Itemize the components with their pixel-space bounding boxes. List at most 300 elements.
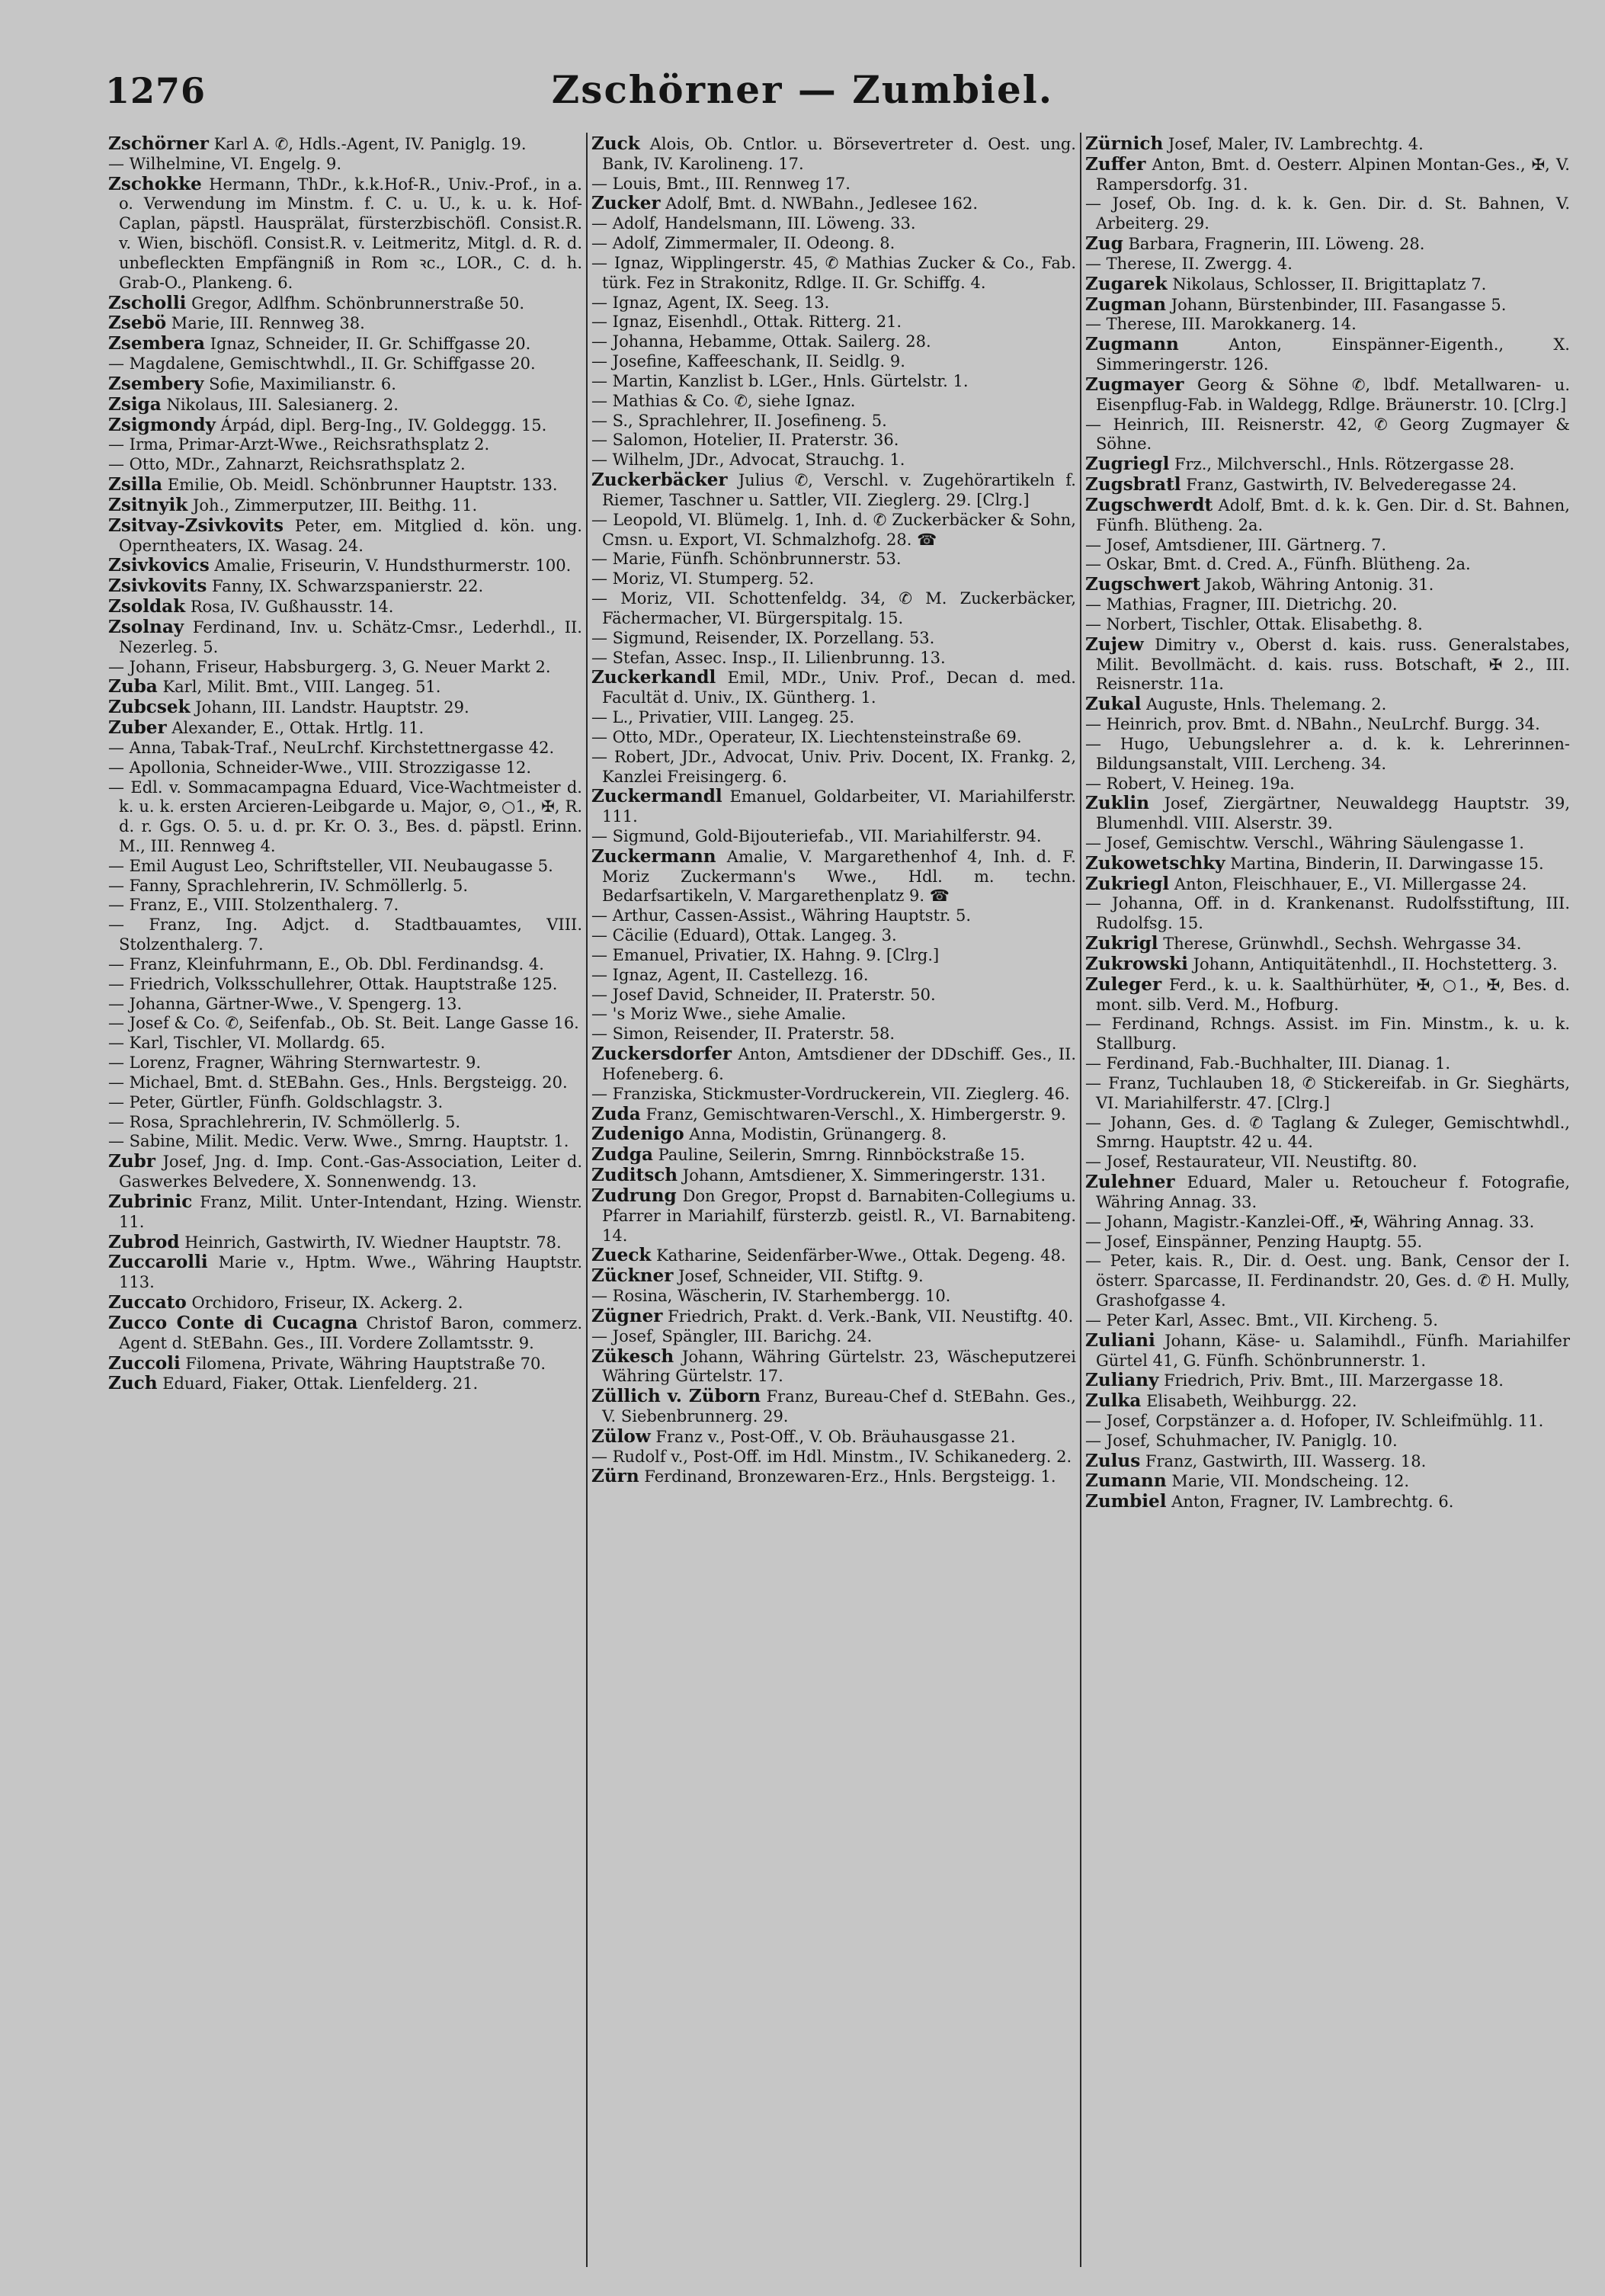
entry-text: — Ignaz, Wipplingerstr. 45, ✆ Mathias Zucker & Co., Fab. türk. Fez in Strakonitz, Rdlge. II. Gr. Schiffg. 4. — [591, 253, 1076, 292]
directory-entry — [1085, 1371, 1570, 1391]
directory-entry — [108, 677, 582, 697]
directory-entry — [591, 708, 1076, 728]
entry-text: Johann, III. Landstr. Hauptstr. 29. — [195, 698, 469, 717]
entry-text: — S., Sprachlehrer, II. Josefineng. 5. — [591, 411, 887, 430]
entry-surname: Zueck — [591, 1245, 652, 1266]
directory-entry — [108, 1014, 582, 1034]
directory-entry — [591, 1025, 1076, 1044]
directory-entry — [591, 1287, 1076, 1307]
entry-text: — Johanna, Gärtner-Wwe., V. Spengerg. 13. — [108, 994, 463, 1013]
entry-text: Gregor, Adlfhm. Schönbrunnerstraße 50. — [191, 293, 525, 313]
entry-text: — Josef, Restaurateur, VII. Neustiftg. 80. — [1085, 1153, 1418, 1172]
entry-surname: Zuccato — [108, 1292, 187, 1313]
entry-text: Orchidoro, Friseur, IX. Ackerg. 2. — [191, 1294, 463, 1313]
directory-entry — [108, 1192, 582, 1233]
column-1 — [108, 134, 582, 2276]
entry-surname: Zubrod — [108, 1231, 180, 1252]
directory-entry — [1085, 854, 1570, 874]
entry-text: — Emanuel, Privatier, IX. Hahng. 9. [Clrg.] — [591, 945, 940, 964]
directory-entry — [1085, 415, 1570, 455]
entry-text: — Ignaz, Agent, II. Castellezg. 16. — [591, 965, 869, 984]
entry-surname: Zugsbratl — [1085, 474, 1181, 495]
directory-entry — [591, 926, 1076, 946]
entry-text: — Therese, II. Zwergg. 4. — [1085, 254, 1293, 273]
directory-entry — [591, 1448, 1076, 1467]
directory-entry — [591, 550, 1076, 569]
directory-entry — [1085, 1252, 1570, 1310]
column-rule — [1080, 133, 1081, 2267]
directory-entry — [1085, 715, 1570, 735]
entry-text: Josef, Jng. d. Imp. Cont.-Gas-Association, Leiter d. Gaswerkes Belvedere, X. Sonnenwendg. 13. — [119, 1153, 582, 1191]
entry-surname: Zsiga — [108, 393, 162, 415]
entry-text: — Irma, Primar-Arzt-Wwe., Reichsrathsplatz 2. — [108, 435, 490, 454]
entry-text: Katharine, Seidenfärber-Wwe., Ottak. Degeng. 48. — [656, 1246, 1066, 1265]
entry-text: Johann, Antiquitätenhdl., II. Hochstetterg. 3. — [1193, 954, 1558, 973]
directory-entry — [108, 155, 582, 175]
entry-surname: Zuklin — [1085, 793, 1149, 814]
directory-entry — [1085, 1054, 1570, 1074]
directory-entry — [108, 597, 582, 617]
directory-entry — [1085, 255, 1570, 274]
entry-surname: Zsilla — [108, 474, 163, 495]
entry-surname: Zuckermann — [591, 845, 716, 867]
entry-text: Fanny, IX. Schwarzspanierstr. 22. — [212, 577, 484, 596]
entry-surname: Zukriegl — [1085, 873, 1170, 894]
entry-surname: Zujew — [1085, 633, 1144, 655]
directory-entry — [591, 470, 1076, 511]
directory-entry — [1085, 635, 1570, 694]
directory-entry — [1085, 1391, 1570, 1412]
entry-text: — Josefine, Kaffeeschank, II. Seidlg. 9. — [591, 352, 905, 371]
entry-surname: Zürn — [591, 1466, 639, 1487]
entry-surname: Zscholli — [108, 292, 187, 313]
entry-text: Martina, Binderin, II. Darwingasse 15. — [1230, 854, 1544, 873]
entry-text: Franz, Milit. Unter-Intendant, Hzing. Wienstr. 11. — [119, 1192, 582, 1231]
directory-entry — [1085, 894, 1570, 934]
entry-surname: Zuba — [108, 676, 158, 697]
entry-text: Emilie, Ob. Meidl. Schönbrunner Hauptstr. 133. — [167, 476, 558, 495]
directory-entry — [591, 748, 1076, 787]
entry-surname: Zucker — [591, 193, 661, 214]
directory-entry — [108, 1034, 582, 1053]
entry-surname: Zugschwerdt — [1085, 494, 1213, 515]
entry-surname: Zschörner — [108, 134, 209, 154]
entry-surname: Zuliany — [1085, 1370, 1159, 1391]
entry-text: — Therese, III. Marokkanerg. 14. — [1085, 315, 1357, 334]
directory-entry — [1085, 234, 1570, 255]
entry-text: — Ferdinand, Rchngs. Assist. im Fin. Minstm., k. u. k. Stallburg. — [1085, 1015, 1570, 1053]
directory-entry — [1085, 274, 1570, 295]
entry-text: — Sigmund, Reisender, IX. Porzellang. 53. — [591, 628, 935, 647]
entry-surname: Zulka — [1085, 1390, 1142, 1412]
directory-entry — [108, 1313, 582, 1354]
column-rule — [586, 133, 588, 2267]
entry-text: Anton, Bmt. d. Oesterr. Alpinen Montan-Ges., ✠, V. Rampersdorfg. 31. — [1096, 155, 1570, 194]
entry-text: Peter, em. Mitglied d. kön. ung. Opernthеaters, IX. Wasag. 24. — [119, 516, 582, 555]
directory-entry — [591, 787, 1076, 827]
entry-text: — Stefan, Assec. Insp., II. Lilienbrunng. 13. — [591, 648, 946, 667]
entry-surname: Zürnich — [1085, 134, 1164, 154]
entry-text: Alois, Ob. Cntlor. u. Börsevertreter d. Oest. ung. Bank, IV. Karolineng. 17. — [602, 135, 1076, 173]
entry-text: — Adolf, Handelsmann, III. Löweng. 33. — [591, 214, 916, 233]
entry-text: — Marie, Fünfh. Schönbrunnerstr. 53. — [591, 550, 902, 569]
entry-surname: Zubrinic — [108, 1191, 193, 1212]
directory-entry — [1085, 834, 1570, 854]
entry-text: Marie v., Hptm. Wwe., Währing Hauptstr. 113. — [119, 1253, 582, 1292]
directory-entry — [108, 475, 582, 495]
directory-entry — [1085, 735, 1570, 774]
entry-text: — Peter, kais. R., Dir. d. Oest. ung. Bank, Censor der I. österr. Sparcasse, II. Ferdinandstr. 20, Ges. d. ✆ H. Mully, Grashofgasse 4. — [1085, 1252, 1570, 1310]
entry-surname: Zuliani — [1085, 1329, 1155, 1351]
directory-entry — [1085, 934, 1570, 954]
directory-entry — [108, 334, 582, 354]
directory-entry — [108, 293, 582, 314]
entry-surname: Zsitvay-Zsivkovits — [108, 515, 284, 536]
entry-surname: Zuleger — [1085, 973, 1162, 995]
directory-entry — [591, 1427, 1076, 1448]
entry-surname: Zumann — [1085, 1470, 1167, 1492]
entry-text: Eduard, Maler u. Retoucheur f. Fotografie, Währing Annag. 33. — [1096, 1173, 1570, 1211]
entry-text: Therese, Grünwhdl., Sechsh. Wehrgasse 34. — [1163, 935, 1522, 954]
entry-surname: Zulehner — [1085, 1172, 1175, 1193]
entry-text: — Franz, Tuchlauben 18, ✆ Stickereifab. in Gr. Sieghärts, VI. Mariahilferstr. 47. [Clrg.] — [1085, 1073, 1570, 1112]
entry-surname: Zukrigl — [1085, 933, 1158, 954]
entry-text: — Oskar, Bmt. d. Cred. A., Fünfh. Blütheng. 2a. — [1085, 555, 1471, 574]
directory-entry — [1085, 1432, 1570, 1451]
entry-text: Karl A. ✆, Hdls.-Agent, IV. Paniglg. 19. — [213, 135, 527, 153]
entry-text: Nikolaus, III. Salesianerg. 2. — [166, 395, 399, 414]
directory-entry — [591, 827, 1076, 847]
entry-text: — Otto, MDr., Zahnarzt, Reichsrathsplatz 2. — [108, 455, 466, 474]
entry-text: Alexander, E., Ottak. Hrtlg. 11. — [171, 719, 424, 738]
entry-text: — Josef, Schuhmacher, IV. Paniglg. 10. — [1085, 1431, 1398, 1450]
entry-surname: Zsitnyik — [108, 494, 188, 515]
directory-entry — [1085, 1471, 1570, 1492]
entry-text: Eduard, Fiaker, Ottak. Lienfelderg. 21. — [162, 1374, 479, 1393]
directory-entry — [1085, 1492, 1570, 1512]
entry-text: Josef, Ziergärtner, Neuwaldegg Hauptstr. 39, Blumenhdl. VIII. Alserstr. 39. — [1096, 794, 1570, 833]
directory-entry — [591, 589, 1076, 629]
entry-surname: Zsivkovits — [108, 576, 207, 597]
entry-text: — Anna, Tabak-Traf., NeuLrchf. Kirchstettnergasse 42. — [108, 738, 555, 757]
directory-entry — [108, 175, 582, 293]
directory-entry — [1085, 575, 1570, 595]
entry-text: — Simon, Reisender, II. Praterstr. 58. — [591, 1025, 895, 1044]
entry-surname: Zulus — [1085, 1450, 1141, 1471]
directory-entry — [591, 234, 1076, 254]
directory-entry — [1085, 1114, 1570, 1153]
entry-surname: Zuccarolli — [108, 1252, 208, 1273]
entry-text: — Johanna, Off. in d. Krankenanst. Rudolfsstiftung, III. Rudolfsg. 15. — [1085, 894, 1570, 933]
entry-surname: Zugarek — [1085, 273, 1168, 294]
entry-text: Rosa, IV. Gußhausstr. 14. — [190, 598, 394, 617]
entry-text: — Ferdinand, Fab.-Buchhalter, III. Dianag. 1. — [1085, 1054, 1451, 1073]
entry-surname: Zugmann — [1085, 334, 1179, 355]
entry-surname: Zugschwert — [1085, 574, 1201, 595]
directory-entry — [591, 293, 1076, 313]
entry-text: Amalie, Friseurin, V. Hundsthurmerstr. 100. — [214, 556, 572, 576]
entry-text: Frz., Milchverschl., Hnls. Rötzergasse 28. — [1174, 455, 1515, 474]
entry-text: — Karl, Tischler, VI. Mollardg. 65. — [108, 1034, 386, 1053]
directory-entry — [1085, 794, 1570, 834]
entry-text: Karl, Milit. Bmt., VIII. Langeg. 51. — [162, 678, 441, 697]
entry-text: Don Gregor, Propst d. Barnabiten-Collegiums u. Pfarrer in Mariahilf, fürsterzb. geistl. R., VI. Barnabiteng. 14. — [602, 1186, 1076, 1245]
entry-text: — Franz, Ing. Adjct. d. Stadtbauamtes, VIII. Stolzenthalerg. 7. — [108, 916, 582, 954]
directory-entry — [591, 906, 1076, 926]
entry-text: — Heinrich, III. Reisnerstr. 42, ✆ Georg Zugmayer & Söhne. — [1085, 415, 1570, 454]
directory-entry — [1085, 874, 1570, 895]
entry-surname: Zudenigo — [591, 1124, 684, 1145]
directory-entry — [108, 995, 582, 1015]
directory-entry — [108, 576, 582, 597]
entry-text: Marie, III. Rennweg 38. — [171, 314, 365, 333]
entry-text: — Ignaz, Eisenhdl., Ottak. Ritterg. 21. — [591, 313, 902, 332]
entry-text: Johann, Amtsdiener, X. Simmeringerstr. 131. — [682, 1166, 1046, 1185]
directory-entry — [108, 455, 582, 475]
entry-text: Árpád, dipl. Berg-Ing., IV. Goldeggg. 15. — [220, 415, 547, 435]
entry-text: Emil, MDr., Univ. Prof., Decan d. med. Facultät d. Univ., IX. Güntherg. 1. — [602, 669, 1076, 707]
entry-text: — Leopold, VI. Blümelg. 1, Inh. d. ✆ Zuckerbäcker & Sohn, Cmsn. u. Export, VI. Schmalzhofg. 28. ☎ — [591, 510, 1076, 549]
entry-surname: Zsebö — [108, 313, 167, 334]
directory-entry — [591, 511, 1076, 550]
entry-surname: Zugriegl — [1085, 454, 1170, 475]
directory-entry — [108, 1093, 582, 1113]
directory-entry — [1085, 335, 1570, 375]
directory-entry — [108, 697, 582, 718]
directory-entry — [591, 847, 1076, 906]
directory-entry — [108, 739, 582, 758]
directory-entry — [591, 668, 1076, 708]
entry-text: — Sigmund, Gold-Bijouteriefab., VII. Mariahilferstr. 94. — [591, 826, 1042, 845]
entry-text: — Arthur, Cassen-Assist., Währing Hauptstr. 5. — [591, 906, 972, 925]
entry-surname: Zudrung — [591, 1185, 677, 1206]
entry-text: — Mathias, Fragner, III. Dietrichg. 20. — [1085, 595, 1398, 614]
entry-text: — Sabine, Milit. Medic. Verw. Wwe., Smrng. Hauptstr. 1. — [108, 1132, 569, 1151]
directory-entry — [108, 435, 582, 455]
directory-entry — [108, 354, 582, 374]
directory-entry — [591, 372, 1076, 392]
entry-text: — Josef, Corpstänzer a. d. Hofoper, IV. Schleifmühlg. 11. — [1085, 1412, 1544, 1430]
entry-surname: Zuditsch — [591, 1165, 678, 1186]
entry-surname: Zugmayer — [1085, 374, 1184, 395]
entry-text: — Johann, Ges. d. ✆ Taglang & Zuleger, Gemischtwhdl., Smrng. Hauptstr. 42 u. 44. — [1085, 1113, 1570, 1152]
entry-text: — 's Moriz Wwe., siehe Amalie. — [591, 1005, 847, 1024]
directory-entry — [108, 1073, 582, 1093]
entry-text: Josef, Maler, IV. Lambrechtg. 4. — [1168, 135, 1424, 153]
entry-text: — Josef, Spängler, III. Barichg. 24. — [591, 1326, 873, 1345]
entry-surname: Zukowetschky — [1085, 852, 1225, 874]
entry-text: — Josef, Gemischtw. Verschl., Währing Säulengasse 1. — [1085, 833, 1524, 852]
entry-text: Emanuel, Goldarbeiter, VI. Mariahilferstr. 111. — [602, 787, 1076, 826]
entry-text: Franz, Gemischtwaren-Verschl., X. Himbergerstr. 9. — [646, 1105, 1066, 1124]
entry-text: Johann, Bürstenbinder, III. Fasangasse 5. — [1171, 295, 1507, 314]
directory-entry — [108, 516, 582, 556]
entry-text: — Emil August Leo, Schriftsteller, VII. Neubaugasse 5. — [108, 856, 553, 875]
entry-text: — Josef David, Schneider, II. Praterstr. 50. — [591, 985, 936, 1004]
directory-entry — [591, 392, 1076, 412]
entry-surname: Zsigmondy — [108, 414, 216, 435]
entry-text: — Cäcilie (Eduard), Ottak. Langeg. 3. — [591, 926, 897, 945]
page-header — [0, 0, 1605, 114]
entry-text: — Louis, Bmt., III. Rennweg 17. — [591, 174, 851, 193]
entry-text: — Johann, Friseur, Habsburgerg. 3, G. Neuer Markt 2. — [108, 657, 551, 676]
entry-surname: Zsivkovics — [108, 555, 210, 576]
entry-text: Franz, Bureau-Chef d. StEBahn. Ges., V. Siebenbrunnerg. 29. — [602, 1387, 1076, 1425]
directory-entry — [108, 134, 582, 155]
column-3 — [1085, 134, 1570, 2276]
entry-text: — Norbert, Tischler, Ottak. Elisabethg. 8. — [1085, 614, 1423, 633]
entry-surname: Zuccoli — [108, 1352, 181, 1374]
entry-surname: Zumbiel — [1085, 1491, 1167, 1512]
entry-text: — Otto, MDr., Operateur, IX. Liechtensteinstraße 69. — [591, 727, 1022, 746]
directory-entry — [108, 916, 582, 955]
entry-text: Heinrich, Gastwirth, IV. Wiedner Hauptstr. 78. — [184, 1233, 562, 1252]
entry-text: — Edl. v. Sommacampagna Eduard, Vice-Wachtmeister d. k. u. k. ersten Arcieren-Leibgarde u. Major, ⊙, ○1., ✠, R. d. r. Ggs. O. 5. u. d. pr. Kr. O. 3., Bes. d. päpstl. Erinn. M., III. Rennweg 4. — [108, 778, 582, 855]
directory-entry — [108, 877, 582, 896]
directory-entry — [591, 313, 1076, 332]
directory-entry — [591, 1327, 1076, 1347]
entry-text: Johann, Währing Gürtelstr. 23, Wäscheputzerei Währing Gürtelstr. 17. — [602, 1347, 1076, 1386]
directory-entry — [1085, 155, 1570, 195]
directory-entry — [1085, 1412, 1570, 1432]
directory-entry — [591, 431, 1076, 451]
entry-text: Nikolaus, Schlosser, II. Brigittaplatz 7. — [1172, 274, 1487, 293]
entry-surname: Zudga — [591, 1144, 653, 1166]
entry-text: — Franz, Kleinfuhrmann, E., Ob. Dbl. Ferdinandsg. 4. — [108, 954, 544, 973]
directory-entry — [108, 1053, 582, 1073]
entry-text: — Rudolf v., Post-Off. im Hdl. Minstm., IV. Schikanederg. 2. — [591, 1447, 1072, 1466]
entry-text: Auguste, Hnls. Thelemang. 2. — [1146, 695, 1387, 714]
entry-text: — Josef & Co. ✆, Seifenfab., Ob. St. Beit. Lange Gasse 16. — [108, 1014, 579, 1033]
entry-surname: Zug — [1085, 233, 1123, 255]
directory-entry — [1085, 475, 1570, 495]
directory-entry — [1085, 954, 1570, 975]
directory-entry — [108, 955, 582, 975]
entry-surname: Zuch — [108, 1373, 158, 1394]
entry-text: — Michael, Bmt. d. StEBahn. Ges., Hnls. Bergsteigg. 20. — [108, 1073, 568, 1092]
entry-text: — Lorenz, Fragner, Währing Sternwartestr. 9. — [108, 1053, 482, 1073]
directory-entry — [1085, 1213, 1570, 1233]
directory-entry — [1085, 555, 1570, 575]
directory-entry — [591, 946, 1076, 966]
entry-surname: Zuckermandl — [591, 786, 722, 807]
directory-entry — [591, 1166, 1076, 1186]
entry-text: Barbara, Fragnerin, III. Löweng. 28. — [1128, 235, 1425, 254]
directory-entry — [108, 758, 582, 778]
directory-entry — [1085, 595, 1570, 615]
directory-entry — [108, 617, 582, 658]
entry-text: Anton, Fleischhauer, E., VI. Millergasse 24. — [1174, 874, 1527, 893]
entry-text: — Hugo, Uebungslehrer a. d. k. k. Lehrerinnen-Bildungsanstalt, VIII. Lercheng. 34. — [1085, 734, 1570, 773]
entry-surname: Zuck — [591, 134, 640, 154]
directory-entry — [1085, 495, 1570, 536]
entry-text: — Apollonia, Schneider-Wwe., VIII. Strozzigasse 12. — [108, 758, 532, 777]
entry-text: Christof Baron, commerz. Agent d. StEBahn. Ges., III. Vordere Zollamtsstr. 9. — [119, 1313, 582, 1352]
entry-text: Anton, Einspänner-Eigenth., X. Simmeringerstr. 126. — [1096, 335, 1570, 374]
running-head: Zschörner — Zumbiel. — [551, 67, 1054, 112]
entry-text: — Franz, E., VIII. Stolzenthalerg. 7. — [108, 896, 399, 915]
directory-entry — [1085, 774, 1570, 794]
entry-text: Adolf, Bmt. d. NWBahn., Jedlesee 162. — [665, 194, 979, 213]
entry-surname: Zsembera — [108, 333, 205, 354]
directory-entry — [1085, 295, 1570, 316]
directory-entry — [108, 857, 582, 877]
directory-entry — [591, 254, 1076, 293]
entry-surname: Züllich v. Züborn — [591, 1386, 761, 1407]
directory-entry — [591, 175, 1076, 194]
directory-entry — [108, 1152, 582, 1192]
directory-entry — [591, 194, 1076, 214]
entry-text: Anton, Amtsdiener der DDschiff. Ges., II. Hofeneberg. 6. — [602, 1045, 1076, 1083]
entry-surname: Zubcsek — [108, 697, 191, 718]
entry-text: Sofie, Maximilianstr. 6. — [209, 374, 396, 393]
directory-entry — [1085, 1172, 1570, 1213]
entry-text: — Fanny, Sprachlehrerin, IV. Schmöllerlg. 5. — [108, 876, 469, 895]
directory-entry — [108, 374, 582, 395]
entry-text: Friedrich, Priv. Bmt., III. Marzergasse 18. — [1164, 1371, 1504, 1390]
directory-entry — [591, 134, 1076, 175]
directory-entry — [591, 1124, 1076, 1145]
directory-entry — [591, 1186, 1076, 1246]
entry-text: — Adolf, Zimmermaler, II. Odeong. 8. — [591, 234, 895, 253]
directory-entry — [1085, 694, 1570, 715]
directory-entry — [108, 1374, 582, 1394]
directory-entry — [591, 1044, 1076, 1085]
entry-surname: Zsoldak — [108, 596, 186, 617]
entry-surname: Zügner — [591, 1305, 663, 1326]
entry-surname: Zugman — [1085, 293, 1166, 315]
directory-entry — [108, 975, 582, 995]
directory-entry — [591, 1105, 1076, 1125]
page-number: 1276 — [105, 70, 207, 111]
entry-text: — Friedrich, Volksschullehrer, Ottak. Hauptstraße 125. — [108, 974, 558, 993]
entry-text: Franz v., Post-Off., V. Ob. Bräuhausgasse 21. — [655, 1427, 1016, 1446]
entry-text: Ferdinand, Inv. u. Schätz-Cmsr., Lederhdl., II. Nezerleg. 5. — [119, 617, 582, 656]
directory-entry — [108, 658, 582, 678]
directory-entry — [1085, 1331, 1570, 1371]
entry-text: Ferd., k. u. k. Saalthürhüter, ✠, ○1., ✠, Bes. d. mont. silb. Verd. M., Hofburg. — [1096, 975, 1570, 1014]
entry-text: Anton, Fragner, IV. Lambrechtg. 6. — [1171, 1493, 1454, 1512]
directory-entry — [108, 395, 582, 415]
entry-text: — Josef, Amtsdiener, III. Gärtnerg. 7. — [1085, 535, 1387, 554]
entry-surname: Zükesch — [591, 1345, 674, 1367]
entry-text: — Moriz, VI. Stumperg. 52. — [591, 569, 815, 588]
entry-text: Filomena, Private, Währing Hauptstraße 70. — [185, 1354, 546, 1373]
entry-text: — Josef, Einspänner, Penzing Hauptg. 55. — [1085, 1232, 1423, 1251]
entry-text: — Peter, Gürtler, Fünfh. Goldschlagstr. 3. — [108, 1092, 444, 1111]
directory-entry — [108, 1132, 582, 1152]
entry-text: Julius ✆, Verschl. v. Zugehörartikeln f. Riemer, Taschner u. Sattler, VII. Zieglerg. 29. [Clrg.] — [602, 471, 1076, 509]
entry-text: — Ignaz, Agent, IX. Seeg. 13. — [591, 293, 830, 312]
directory-entry — [108, 718, 582, 739]
directory-entry — [1085, 375, 1570, 415]
directory-entry — [591, 728, 1076, 748]
entry-surname: Zukal — [1085, 694, 1142, 715]
entry-surname: Zuckersdorfer — [591, 1044, 732, 1065]
entry-surname: Zsembery — [108, 373, 204, 394]
directory-entry — [1085, 975, 1570, 1015]
directory-entry — [591, 1246, 1076, 1266]
entry-text: — Moriz, VII. Schottenfeldg. 34, ✆ M. Zuckerbäcker, Fächermacher, VI. Bürgerspitalg. 15. — [591, 589, 1076, 627]
entry-text: — Robert, JDr., Advocat, Univ. Priv. Docent, IX. Frankg. 2, Kanzlei Freisingerg. 6. — [591, 747, 1076, 786]
entry-surname: Zucco Conte di Cucagna — [108, 1312, 358, 1333]
directory-entry — [1085, 1451, 1570, 1472]
directory-entry — [108, 1113, 582, 1133]
directory-entry — [591, 569, 1076, 589]
entry-surname: Zülow — [591, 1425, 651, 1447]
directory-entry — [108, 1293, 582, 1313]
directory-entry — [591, 412, 1076, 431]
